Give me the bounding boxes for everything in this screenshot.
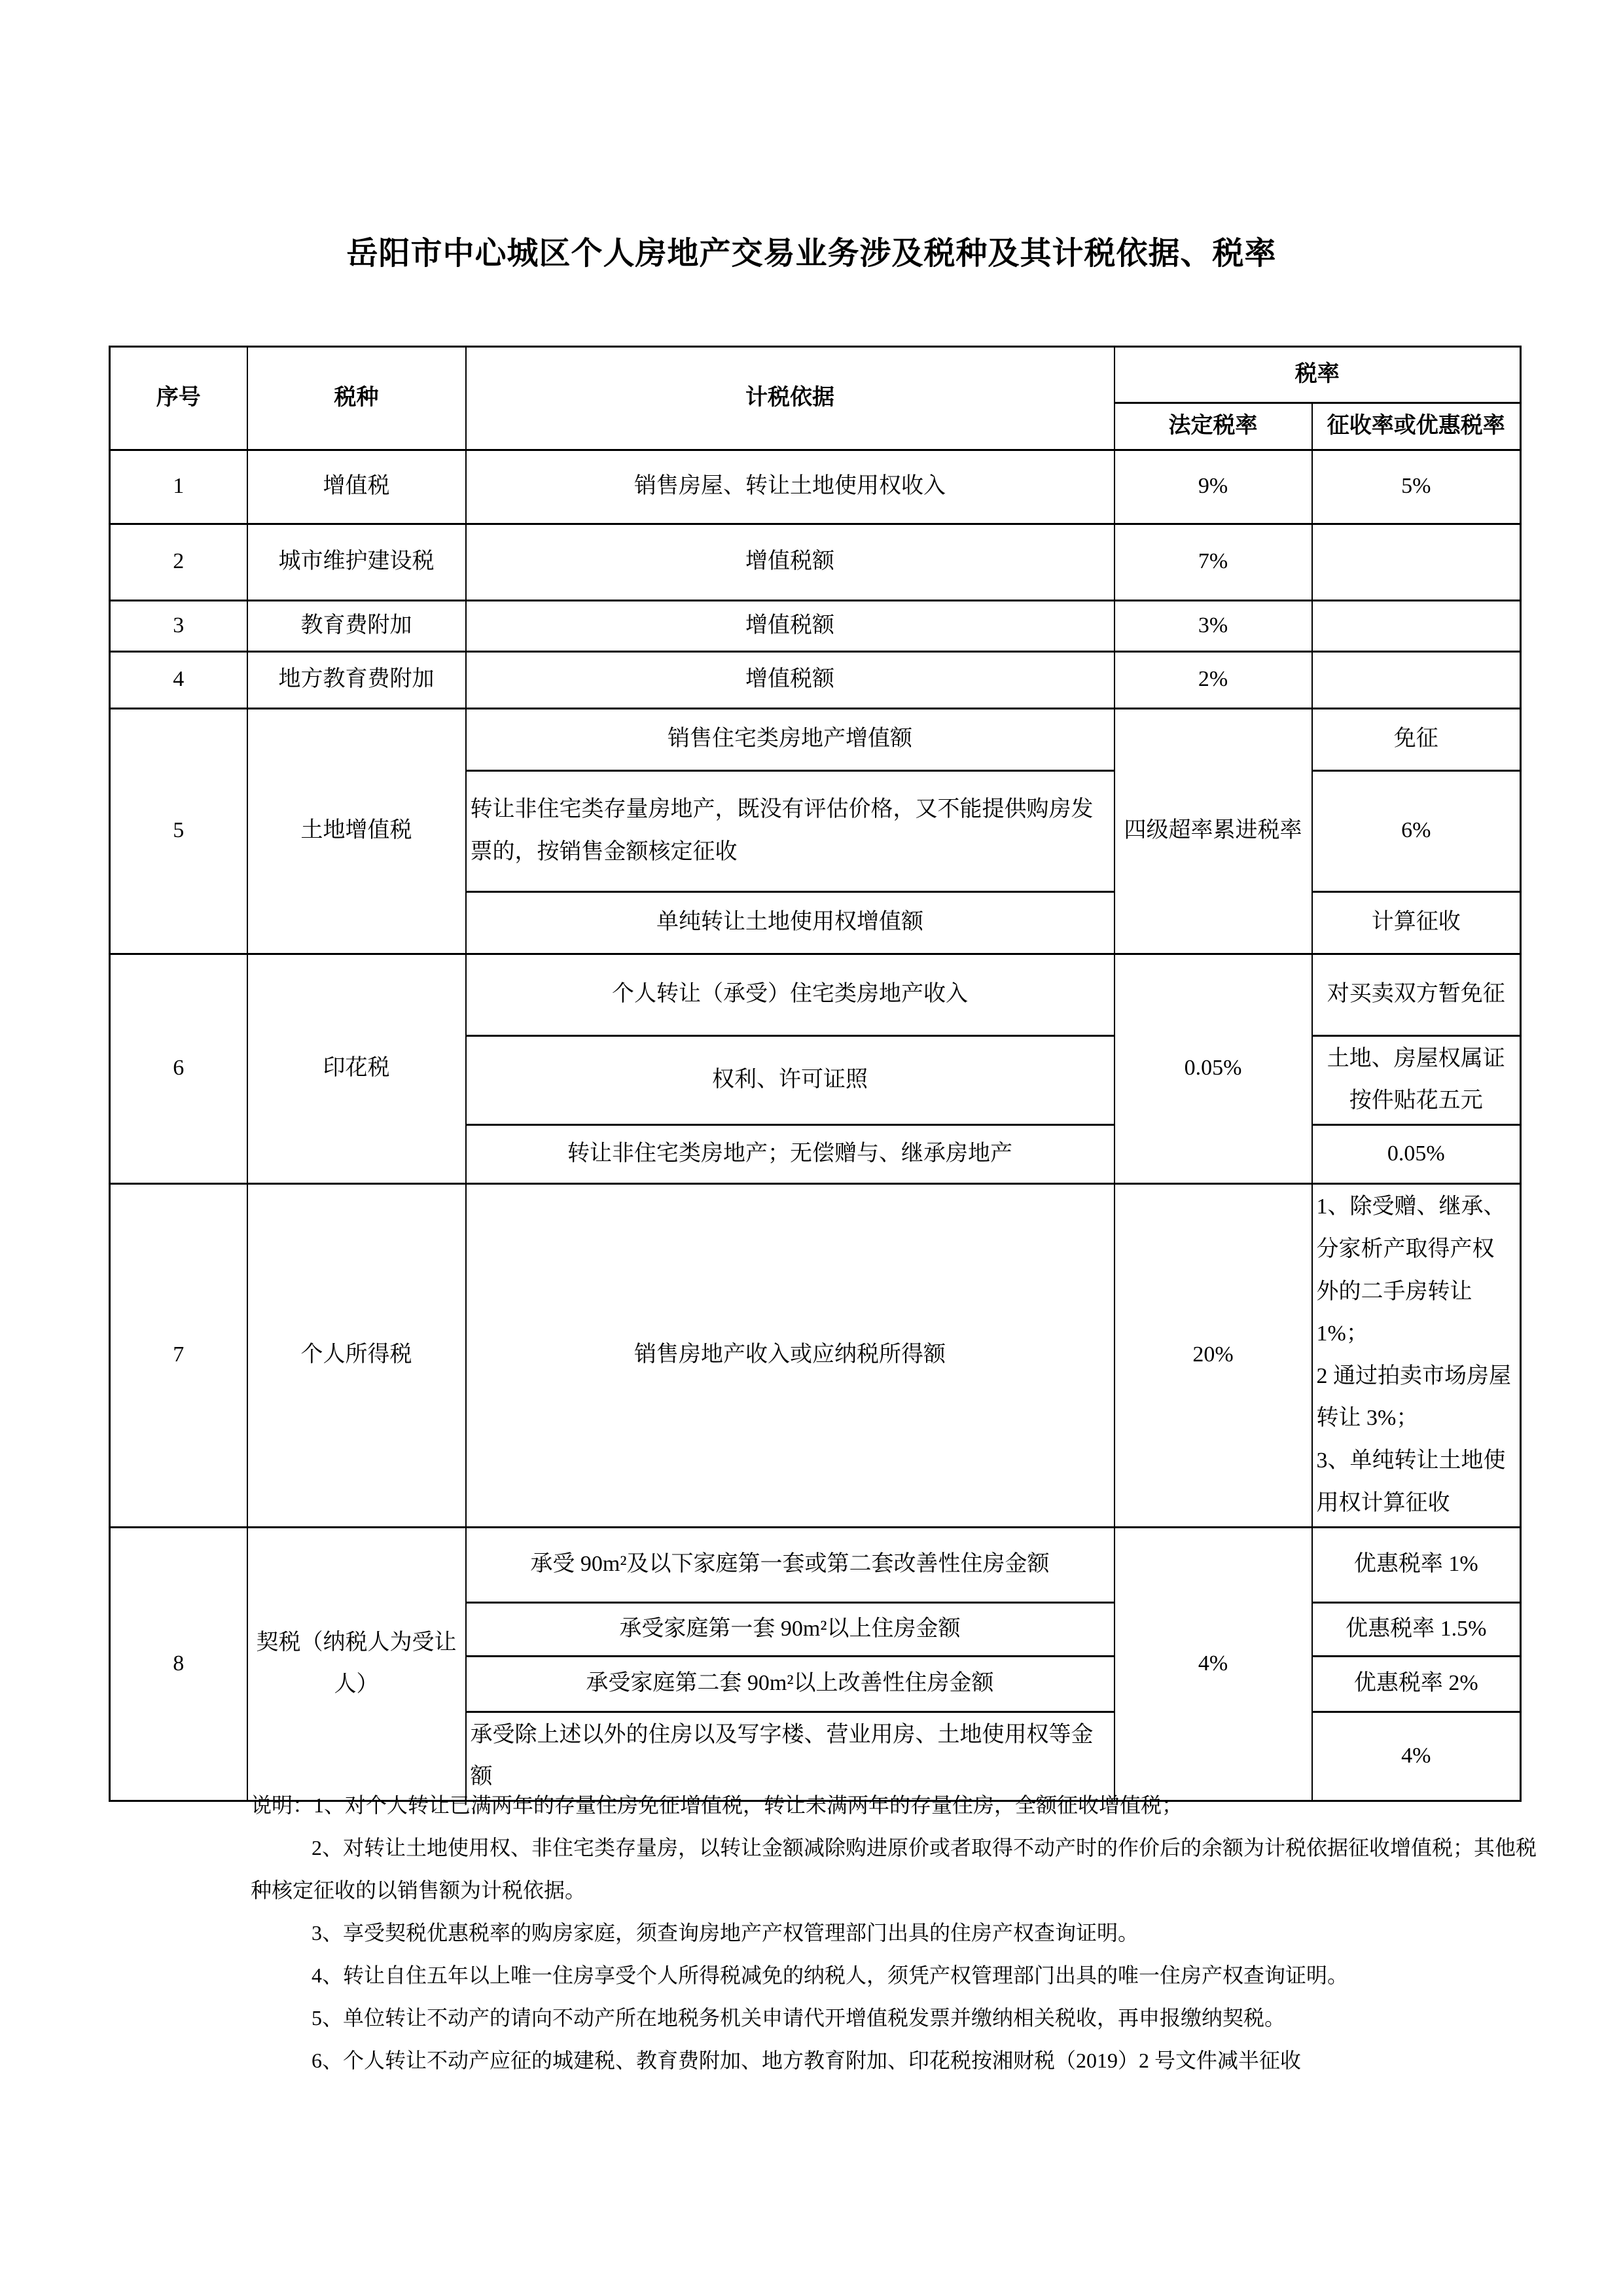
cell-basis: 销售房地产收入或应纳税所得额 (466, 1183, 1115, 1527)
table-header-row-1 (110, 347, 1521, 403)
table-row (110, 524, 1521, 600)
note-item: 4、转让自住五年以上唯一住房享受个人所得税减免的纳税人，须凭产权管理部门出具的唯一住房产权查询证明。 (312, 1964, 1349, 1987)
table-row (110, 651, 1521, 708)
note-item: 5、单位转让不动产的请向不动产所在地税务机关申请代开增值税发票并缴纳相关税收，再申报缴纳契税。 (312, 2006, 1286, 2030)
cell-tax-type: 城市维护建设税 (247, 524, 466, 600)
cell-basis: 单纯转让土地使用权增值额 (466, 891, 1115, 954)
table-row (110, 600, 1521, 651)
header-seq: 序号 (110, 347, 247, 450)
cell-statutory-rate: 2% (1115, 651, 1312, 708)
cell-seq: 6 (110, 954, 247, 1183)
header-rate: 税率 (1115, 347, 1521, 403)
cell-basis: 权利、许可证照 (466, 1035, 1115, 1124)
cell-seq: 5 (110, 708, 247, 954)
cell-seq: 4 (110, 651, 247, 708)
cell-tax-type: 增值税 (247, 450, 466, 524)
cell-levy-rate: 0.05% (1312, 1124, 1521, 1183)
cell-levy-rate: 优惠税率 2% (1312, 1656, 1521, 1712)
cell-tax-type: 个人所得税 (247, 1183, 466, 1527)
cell-tax-type: 印花税 (247, 954, 466, 1183)
cell-levy-rate: 4% (1312, 1712, 1521, 1801)
table-row (110, 954, 1521, 1035)
page-title: 岳阳市中心城区个人房地产交易业务涉及税种及其计税依据、税率 (346, 236, 1277, 271)
note-item: 6、个人转让不动产应征的城建税、教育费附加、地方教育附加、印花税按湘财税（2019）2 号文件减半征收 (312, 2049, 1302, 2072)
cell-levy-rate: 5% (1312, 450, 1521, 524)
cell-levy-rate: 优惠税率 1% (1312, 1527, 1521, 1602)
cell-levy-rate: 对买卖双方暂免征 (1312, 954, 1521, 1035)
cell-tax-type: 土地增值税 (247, 708, 466, 954)
cell-basis: 销售房屋、转让土地使用权收入 (466, 450, 1115, 524)
cell-basis: 承受家庭第二套 90m²以上改善性住房金额 (466, 1656, 1115, 1712)
cell-levy-rate: 6% (1312, 770, 1521, 891)
header-basis: 计税依据 (466, 347, 1115, 450)
cell-statutory-rate: 7% (1115, 524, 1312, 600)
cell-tax-type: 地方教育费附加 (247, 651, 466, 708)
cell-seq: 2 (110, 524, 247, 600)
cell-tax-type: 教育费附加 (247, 600, 466, 651)
header-statutory-rate: 法定税率 (1115, 403, 1312, 450)
cell-statutory-rate: 4% (1115, 1527, 1312, 1801)
note-text: 1、对个人转让已满两年的存量住房免征增值税，转让未满两年的存量住房，全额征收增值税； (313, 1793, 1183, 1817)
cell-statutory-rate: 20% (1115, 1183, 1312, 1527)
cell-levy-rate (1312, 651, 1521, 708)
table-row (110, 708, 1521, 770)
cell-levy-rate (1312, 524, 1521, 600)
levy-note-line: 3、单纯转让土地使用权计算征收 (1316, 1448, 1506, 1515)
cell-levy-rate: 计算征收 (1312, 891, 1521, 954)
notes-section (251, 1784, 1553, 2082)
cell-seq: 3 (110, 600, 247, 651)
cell-basis: 承受 90m²及以下家庭第一套或第二套改善性住房金额 (466, 1527, 1115, 1602)
cell-statutory-rate: 四级超率累进税率 (1115, 708, 1312, 954)
header-tax-type: 税种 (247, 347, 466, 450)
cell-levy-rate: 土地、房屋权属证按件贴花五元 (1312, 1035, 1521, 1124)
note-item (251, 1784, 1553, 1827)
levy-note-line: 2 通过拍卖市场房屋转让 3%； (1316, 1363, 1511, 1431)
cell-basis: 转让非住宅类房地产；无偿赠与、继承房地产 (466, 1124, 1115, 1183)
cell-basis: 个人转让（承受）住宅类房地产收入 (466, 954, 1115, 1035)
notes-label: 说明： (251, 1793, 314, 1817)
cell-levy-rate: 免征 (1312, 708, 1521, 770)
cell-statutory-rate: 0.05% (1115, 954, 1312, 1183)
table-row (110, 1527, 1521, 1602)
cell-statutory-rate: 3% (1115, 600, 1312, 651)
tax-table (109, 346, 1522, 1802)
cell-basis: 销售住宅类房地产增值额 (466, 708, 1115, 770)
cell-basis: 转让非住宅类存量房地产，既没有评估价格，又不能提供购房发票的，按销售金额核定征收 (466, 770, 1115, 891)
cell-statutory-rate: 9% (1115, 450, 1312, 524)
note-item: 3、享受契税优惠税率的购房家庭，须查询房地产产权管理部门出具的住房产权查询证明。 (312, 1921, 1139, 1945)
table-row (110, 1183, 1521, 1527)
cell-basis: 增值税额 (466, 651, 1115, 708)
table-row (110, 450, 1521, 524)
cell-tax-type: 契税（纳税人为受让人） (247, 1527, 466, 1801)
cell-levy-rate (1312, 1183, 1521, 1527)
levy-note-line: 1、除受赠、继承、分家析产取得产权外的二手房转让 1%； (1316, 1194, 1506, 1346)
cell-basis: 增值税额 (466, 524, 1115, 600)
cell-seq: 8 (110, 1527, 247, 1801)
cell-basis: 承受家庭第一套 90m²以上住房金额 (466, 1602, 1115, 1656)
header-levy-rate: 征收率或优惠税率 (1312, 403, 1521, 450)
note-item: 2、对转让土地使用权、非住宅类存量房，以转让金额减除购进原价或者取得不动产时的作价后的余额为计税依据征收增值税；其他税种核定征收的以销售额为计税依据。 (251, 1836, 1537, 1902)
cell-basis: 承受除上述以外的住房以及写字楼、营业用房、土地使用权等金额 (466, 1712, 1115, 1801)
cell-basis: 增值税额 (466, 600, 1115, 651)
cell-levy-rate (1312, 600, 1521, 651)
cell-levy-rate: 优惠税率 1.5% (1312, 1602, 1521, 1656)
cell-seq: 1 (110, 450, 247, 524)
cell-seq: 7 (110, 1183, 247, 1527)
